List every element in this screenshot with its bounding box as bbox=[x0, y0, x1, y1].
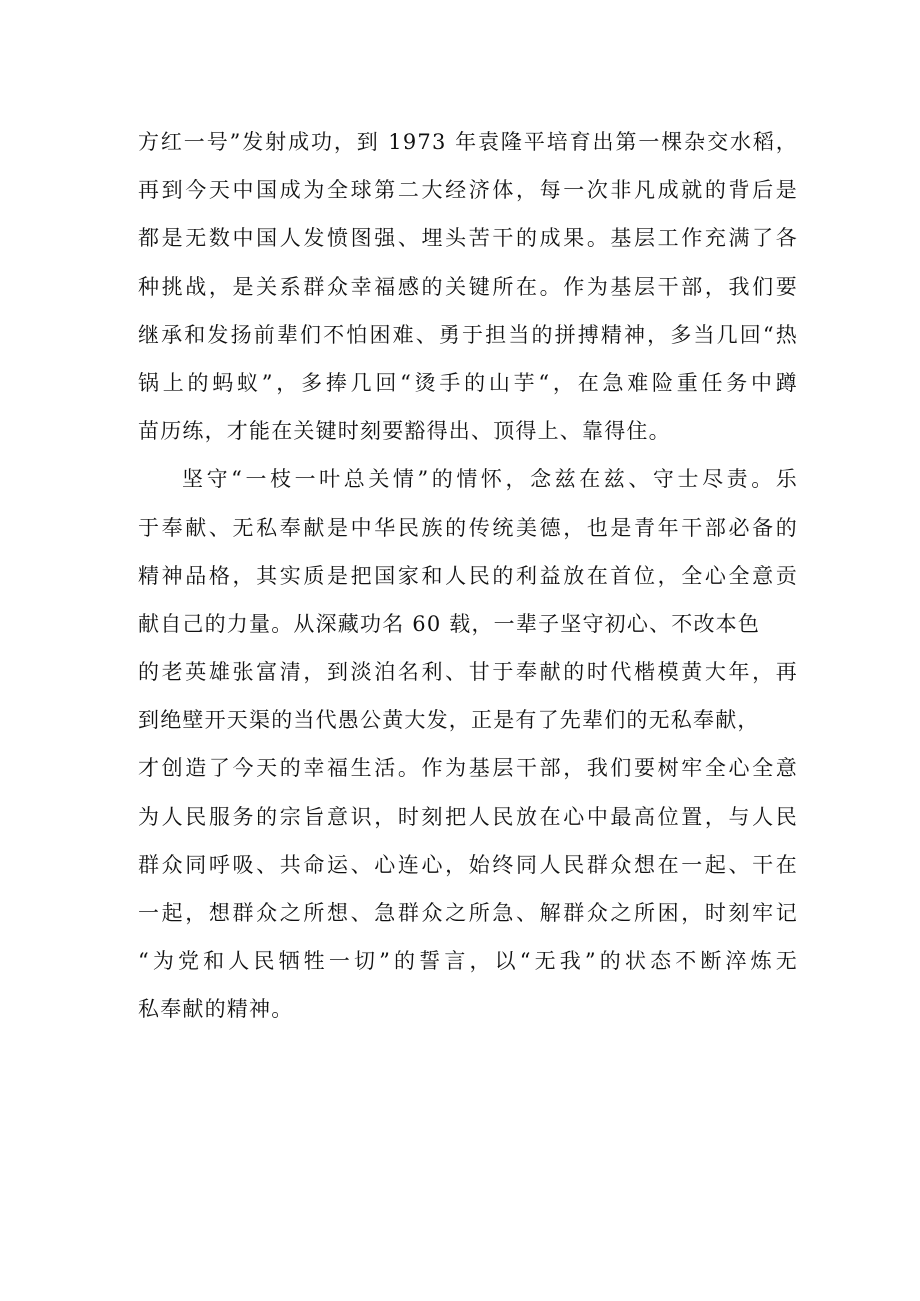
text-line: 苗历练，才能在关键时刻要豁得出、顶得上、靠得住。 bbox=[138, 419, 671, 444]
text-line: 坚守“一枝一叶总关情”的情怀，念兹在兹、守士尽责。乐 bbox=[182, 467, 798, 492]
text-line: 继承和发扬前辈们不怕困难、勇于担当的拼搏精神，多当几回“热 bbox=[138, 322, 798, 347]
text-line: 为人民服务的宗旨意识，时刻把人民放在心中最高位置，与人民 bbox=[138, 804, 798, 829]
text-line: 种挑战，是关系群众幸福感的关键所在。作为基层干部，我们要 bbox=[138, 274, 798, 299]
text-line: 再到今天中国成为全球第二大经济体，每一次非凡成就的背后是 bbox=[138, 178, 798, 203]
text-line: 群众同呼吸、共命运、心连心，始终同人民群众想在一起、干在 bbox=[138, 852, 798, 877]
text-line: 到绝壁开天渠的当代愚公黄大发，正是有了先辈们的无私奉献， bbox=[138, 708, 760, 733]
document-body bbox=[138, 118, 798, 1034]
text-line: 都是无数中国人发愤图强、埋头苦干的成果。基层工作充满了各 bbox=[138, 226, 798, 251]
paragraph-1 bbox=[138, 118, 798, 455]
text-line: 方红一号”发射成功，到 1973 年袁隆平培育出第一棵杂交水稻， bbox=[138, 130, 798, 154]
text-line: 于奉献、无私奉献是中华民族的传统美德，也是青年干部必备的 bbox=[138, 515, 798, 540]
text-line: 精神品格，其实质是把国家和人民的利益放在首位，全心全意贡 bbox=[138, 563, 798, 588]
text-line: 的老英雄张富清，到淡泊名利、甘于奉献的时代楷模黄大年，再 bbox=[138, 660, 798, 685]
text-line: 锅上的蚂蚁”，多捧几回“烫手的山芋“，在急难险重任务中蹲 bbox=[138, 370, 798, 395]
text-line: 献自己的力量。从深藏功名 60 载，一辈子坚守初心、不改本色 bbox=[138, 611, 761, 636]
paragraph-2 bbox=[138, 455, 798, 1033]
text-line: “为党和人民牺牲一切”的誓言，以“无我”的状态不断淬炼无 bbox=[138, 949, 798, 974]
text-line: 一起，想群众之所想、急群众之所急、解群众之所困，时刻牢记 bbox=[138, 901, 798, 925]
text-line: 私奉献的精神。 bbox=[138, 997, 294, 1022]
text-line: 才创造了今天的幸福生活。作为基层干部，我们要树牢全心全意 bbox=[138, 756, 798, 781]
